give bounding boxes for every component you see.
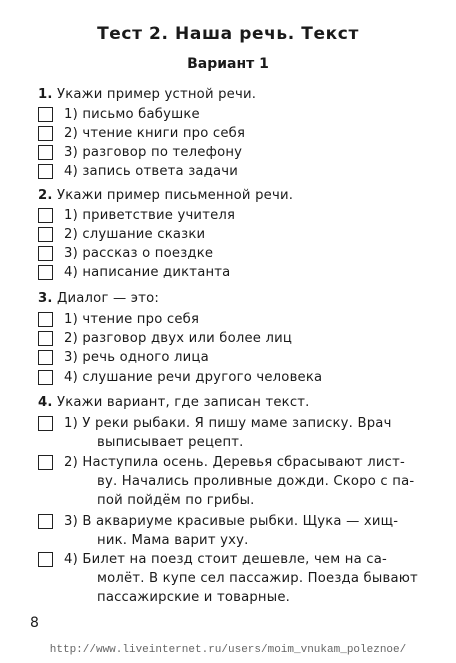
checkbox[interactable] bbox=[38, 164, 53, 179]
option-text: 2) разговор двух или более лиц bbox=[64, 331, 293, 346]
option-text: 2) чтение книги про себя bbox=[64, 126, 246, 141]
question-text: Укажи вариант, где записан текст. bbox=[57, 395, 310, 410]
variant-label: Вариант 1 bbox=[187, 56, 269, 72]
checkbox[interactable] bbox=[38, 370, 53, 385]
checkbox[interactable] bbox=[38, 145, 53, 160]
question-1 bbox=[38, 87, 256, 102]
question-number: 3. bbox=[38, 291, 53, 306]
checkbox[interactable] bbox=[38, 126, 53, 141]
checkbox[interactable] bbox=[38, 227, 53, 242]
checkbox[interactable] bbox=[38, 107, 53, 122]
question-number: 1. bbox=[38, 87, 53, 102]
option-text: 4) запись ответа задачи bbox=[64, 164, 239, 179]
option-line: ник. Мама варит уху. bbox=[97, 533, 249, 548]
checkbox[interactable] bbox=[38, 455, 53, 470]
question-text: Диалог — это: bbox=[57, 291, 159, 306]
option-text: 3) рассказ о поездке bbox=[64, 246, 214, 261]
checkbox[interactable] bbox=[38, 514, 53, 529]
question-text: Укажи пример письменной речи. bbox=[57, 188, 294, 203]
option-text: 4) написание диктанта bbox=[64, 265, 231, 280]
option-text: 1) приветствие учителя bbox=[64, 208, 236, 223]
option-line: 2) Наступила осень. Деревья сбрасывают лист- bbox=[64, 455, 405, 470]
question-text: Укажи пример устной речи. bbox=[57, 87, 257, 102]
option-text: 2) слушание сказки bbox=[64, 227, 206, 242]
option-line: ву. Начались проливные дожди. Скоро с па- bbox=[97, 474, 415, 489]
option-line: 1) У реки рыбаки. Я пишу маме записку. Врач bbox=[64, 416, 392, 431]
option-line: пой пойдём по грибы. bbox=[97, 493, 255, 508]
option-text: 3) речь одного лица bbox=[64, 350, 209, 365]
option-line: молёт. В купе сел пассажир. Поезда бывают bbox=[97, 571, 418, 586]
page-number: 8 bbox=[30, 615, 39, 631]
question-3 bbox=[38, 291, 159, 306]
option-text: 1) чтение про себя bbox=[64, 312, 200, 327]
checkbox[interactable] bbox=[38, 208, 53, 223]
watermark-url: http://www.liveinternet.ru/users/moim_vnukam_poleznoe/ bbox=[49, 644, 407, 656]
checkbox[interactable] bbox=[38, 312, 53, 327]
checkbox[interactable] bbox=[38, 246, 53, 261]
question-4 bbox=[38, 395, 310, 410]
checkbox[interactable] bbox=[38, 265, 53, 280]
question-number: 2. bbox=[38, 188, 53, 203]
checkbox[interactable] bbox=[38, 552, 53, 567]
option-line: 4) Билет на поезд стоит дешевле, чем на са- bbox=[64, 552, 387, 567]
checkbox[interactable] bbox=[38, 416, 53, 431]
question-2 bbox=[38, 188, 293, 203]
option-line: выписывает рецепт. bbox=[97, 435, 244, 450]
option-line: пассажирские и товарные. bbox=[97, 590, 291, 605]
checkbox[interactable] bbox=[38, 331, 53, 346]
option-text: 3) разговор по телефону bbox=[64, 145, 243, 160]
option-line: 3) В аквариуме красивые рыбки. Щука — хищ- bbox=[64, 514, 399, 529]
option-text: 1) письмо бабушке bbox=[64, 107, 200, 122]
checkbox[interactable] bbox=[38, 350, 53, 365]
test-title: Тест 2. Наша речь. Текст bbox=[97, 24, 359, 44]
question-number: 4. bbox=[38, 395, 53, 410]
option-text: 4) слушание речи другого человека bbox=[64, 370, 323, 385]
